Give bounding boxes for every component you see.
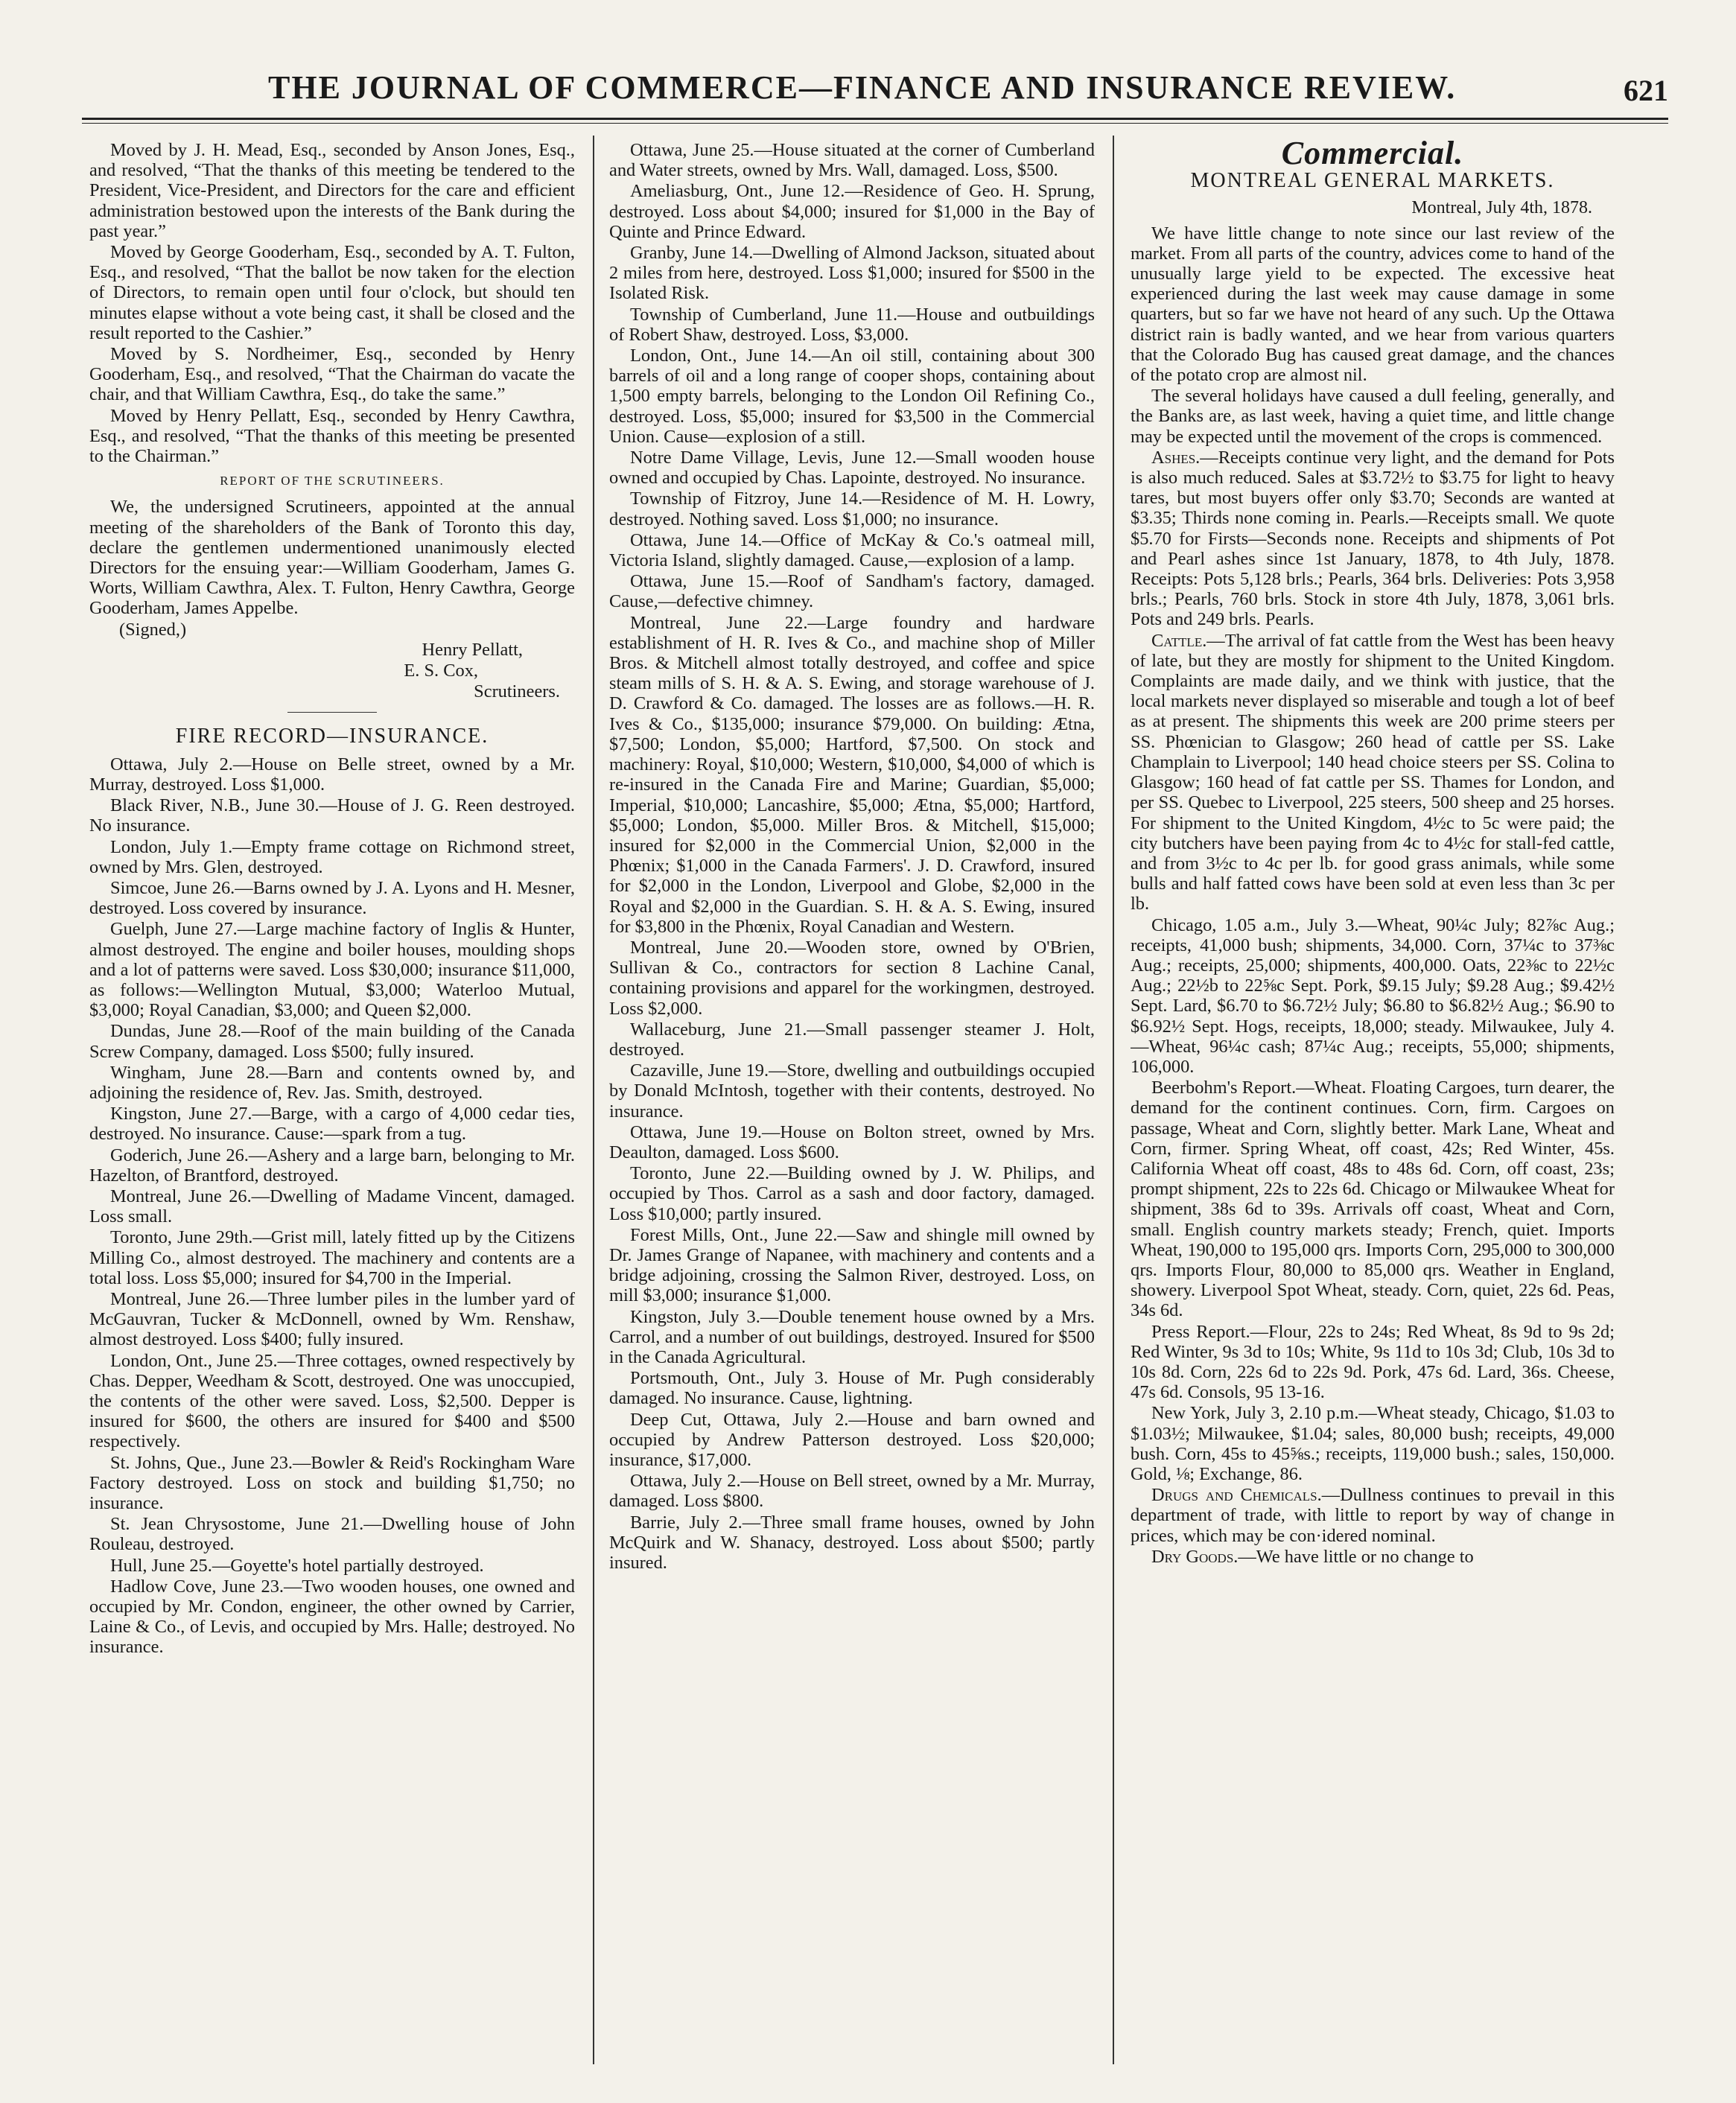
fire-item: London, July 1.—Empty frame cottage on Richmond street, owned by Mrs. Glen, destroyed.: [89, 836, 575, 877]
motion-paragraph: Moved by Henry Pellatt, Esq., seconded by Henry Cawthra, Esq., and resolved, “That the thanks of this meeting be presented to the Chairman.”: [89, 405, 575, 467]
fire-item: Guelph, June 27.—Large machine factory of Inglis & Hunter, almost destroyed. The engine and boiler houses, moulding shops and a lot of patterns were saved. Loss $30,000; insurance $11,000, as follows:—Wellington Mutual, $3,000; Waterloo Mutual, $3,000; Royal Canadian, $3,000; and Queen $2,000.: [89, 919, 575, 1021]
fire-item: Ottawa, June 19.—House on Bolton street, owned by Mrs. Deaulton, damaged. Loss $600.: [609, 1122, 1095, 1162]
fire-item: Black River, N.B., June 30.—House of J. G. Reen destroyed. No insurance.: [89, 795, 575, 836]
column-middle: [609, 140, 1095, 2076]
market-lead: Drugs and Chemicals.: [1151, 1485, 1322, 1506]
market-lead: Dry Goods.: [1151, 1546, 1239, 1567]
fire-item: St. Johns, Que., June 23.—Bowler & Reid's Rockingham Ware Factory destroyed. Loss on stock and building $1,750; no insurance.: [89, 1452, 575, 1513]
fire-item: London, Ont., June 25.—Three cottages, owned respectively by Chas. Depper, Weedham & Scott, destroyed. One was unoccupied, the contents of the other were saved. Loss, $2,500. Depper is insured for $600, the others are insured for $400 and $500 respectively.: [89, 1350, 575, 1452]
header-rule: [82, 118, 1668, 124]
section-rule: [287, 712, 377, 713]
fire-item: Dundas, June 28.—Roof of the main building of the Canada Screw Company, damaged. Loss $500; fully insured.: [89, 1021, 575, 1062]
market-lead: Ashes.: [1151, 447, 1201, 468]
commercial-section-title: Commercial.: [1281, 140, 1464, 171]
market-paragraph: [1131, 915, 1615, 1078]
market-paragraph: [1131, 1485, 1615, 1546]
fire-item: Montreal, June 22.—Large foundry and hardware establishment of H. R. Ives & Co., and machine shop of Miller Bros. & Mitchell almost totally destroyed, and coffee and spice steam mills of S. H. & A. S. Ewing, and storage warehouse of J. D. Crawford & Co. damaged. The losses are as follows.—H. R. Ives & Co., $135,000; insurance $79,000. On building: Ætna, $7,500; London, $5,000; Hartford, $7,500. On stock and machinery: Royal, $10,000; Western, $10,000, $4,000 of which is re-insured in the Canada Fire and Marine; Guardian, $5,000; Imperial, $10,000; Lancashire, $5,000; Ætna, $5,000; Hartford, $5,000; London, $5,000. Miller Bros. & Mitchell, $15,000; insured for $2,000 in the Commercial Union, $2,000 in the Phœnix; $1,000 in the Canada Farmers'. J. D. Crawford, insured for $2,000 in the London, Liverpool and Globe, $2,000 in the Royal and $2,000 in the Guardian. S. H. & A. S. Ewing, insured for $3,800 in the Phœnix, Royal Canadian and Western.: [609, 612, 1095, 937]
fire-item: Toronto, June 29th.—Grist mill, lately fitted up by the Citizens Milling Co., almost destroyed. The machinery and contents are a total loss. Loss $5,000; insured for $4,700 in the Imperial.: [89, 1227, 575, 1288]
motion-paragraph: Moved by J. H. Mead, Esq., seconded by Anson Jones, Esq., and resolved, “That the thanks of this meeting be tendered to the President, Vice-President, and Directors for the care and efficient administration bestowed upon the interests of the Bank during the past year.”: [89, 140, 575, 241]
report-heading: REPORT OF THE SCRUTINEERS.: [220, 474, 445, 489]
fire-item: Montreal, June 26.—Dwelling of Madame Vincent, damaged. Loss small.: [89, 1186, 575, 1227]
markets-dateline: Montreal, July 4th, 1878.: [1411, 198, 1592, 218]
market-lead: Cattle.: [1151, 630, 1207, 651]
fire-item: Wallaceburg, June 21.—Small passenger steamer J. Holt, destroyed.: [609, 1019, 1095, 1060]
fire-item: Ottawa, June 15.—Roof of Sandham's factory, damaged. Cause,—defective chimney.: [609, 571, 1095, 612]
signer-cox: E. S. Cox,: [404, 661, 478, 681]
market-paragraph: [1131, 223, 1615, 386]
market-text: —The arrival of fat cattle from the West has been heavy of late, but they are mostly for shipment to the United Kingdom. Complaints are made daily, and we think with justice, that the local markets never displayed so miserable and tough a lot of beef as at present. The shipments this week are 200 prime steers per SS. Phœnician to Glasgow; 260 head of cattle per SS. Lake Champlain to Liverpool; 140 head choice steers per SS. Colina to Glasgow; 160 head of fat cattle per SS. Thames for London, and per SS. Quebec to Liverpool, 225 steers, 500 sheep and 25 horses. For shipment to the United Kingdom, 4½c to 5c were paid; the city butchers have been paying from 4c to 4½c for stall-fed cattle, and from 3½c to 4c per lb. for good grass animals, while some bulls and half fatted cows have been sold at even less than 3c per lb.: [1131, 630, 1615, 914]
market-paragraph: [1131, 448, 1615, 630]
market-paragraph: [1131, 1322, 1615, 1403]
market-paragraph: [1131, 1078, 1615, 1320]
fire-item: Kingston, June 27.—Barge, with a cargo of 4,000 cedar ties, destroyed. No insurance. Cause:—spark from a tug.: [89, 1104, 575, 1145]
market-text: —Dullness continues to prevail in this department of trade, with little to report by way of change in prices, which may be con·idered nominal.: [1131, 1485, 1615, 1546]
fire-item: Township of Cumberland, June 11.—House and outbuildings of Robert Shaw, destroyed. Loss, $3,000.: [609, 304, 1095, 345]
motion-paragraph: Moved by George Gooderham, Esq., seconded by A. T. Fulton, Esq., and resolved, “That the ballot be now taken for the election of Directors, to remain open until four o'clock, but should ten minutes elapse without a vote being cast, it shall be closed and the result reported to the Cashier.”: [89, 242, 575, 343]
market-text: Press Report.—Flour, 22s to 24s; Red Wheat, 8s 9d to 9s 2d; Red Winter, 9s 3d to 10s; White, 9s 11d to 10s 3d; Club, 10s 3d to 10s 8d. Corn, 22s 6d to 22s 9d. Pork, 47s 6d. Lard, 36s. Cheese, 47s 6d. Consols, 95 13-16.: [1131, 1321, 1615, 1403]
market-paragraph: [1131, 1547, 1615, 1567]
column-right: [1131, 140, 1615, 2076]
signer-pellatt: Henry Pellatt,: [422, 639, 523, 660]
fire-item: Wingham, June 28.—Barn and contents owned by, and adjoining the residence of, Rev. Jas. Smith, destroyed.: [89, 1062, 575, 1103]
fire-item: Granby, June 14.—Dwelling of Almond Jackson, situated about 2 miles from here, destroyed. Loss $1,000; insured for $500 in the Isolated Risk.: [609, 243, 1095, 304]
market-paragraph: [1131, 631, 1615, 914]
fire-item: London, Ont., June 14.—An oil still, containing about 300 barrels of oil and a long range of cooper shops, containing about 1,500 empty barrels, belonging to the London Oil Refining Co., destroyed. Loss, $5,000; insured for $3,500 in the Commercial Union. Cause—explosion of a still.: [609, 346, 1095, 447]
fire-item: Goderich, June 26.—Ashery and a large barn, belonging to Mr. Hazelton, of Brantford, destroyed.: [89, 1145, 575, 1186]
fire-item: Ottawa, July 2.—House on Bell street, owned by a Mr. Murray, damaged. Loss $800.: [609, 1471, 1095, 1512]
fire-item: Toronto, June 22.—Building owned by J. W. Philips, and occupied by Thos. Carrol as a sash and door factory, damaged. Loss $10,000; partly insured.: [609, 1163, 1095, 1224]
fire-item: Township of Fitzroy, June 14.—Residence of M. H. Lowry, destroyed. Nothing saved. Loss $1,000; no insurance.: [609, 489, 1095, 529]
market-paragraph: [1131, 386, 1615, 447]
page-header: [82, 66, 1668, 110]
report-text: We, the undersigned Scrutineers, appointed at the annual meeting of the shareholders of the Bank of Toronto this day, declare the gentlemen undermentioned unanimously elected Directors for the ensuing year:—William Gooderham, James G. Worts, William Cawthra, Alex. T. Fulton, Henry Cawthra, George Gooderham, James Appelbe.: [89, 497, 575, 619]
market-text: We have little change to note since our last review of the market. From all parts of the country, advices come to hand of the unusually large yield to be expected. The excessive heat experienced during the last week may cause damage in some quarters, but so far we have not heard of any such. Up the Ottawa district rain is badly wanted, and we hear from various quarters that the Colorado Bug has caused great damage, and the chances of the potato crop are almost nil.: [1131, 223, 1615, 386]
market-text: —We have little or no change to: [1238, 1546, 1474, 1567]
fire-item: Notre Dame Village, Levis, June 12.—Small wooden house owned and occupied by Chas. Lapointe, destroyed. No insurance.: [609, 448, 1095, 489]
page-number: 621: [1624, 74, 1668, 107]
column-divider-1: [593, 136, 594, 2064]
market-text: New York, July 3, 2.10 p.m.—Wheat steady, Chicago, $1.03 to $1.03½; Milwaukee, $1.04; sales, 80,000 bush; receipts, 49,000 bush. Corn, 45s to 45⅝s.; receipts, 119,000 bush.; sales, 150,000. Gold, ⅛; Exchange, 86.: [1131, 1403, 1615, 1484]
column-divider-2: [1113, 136, 1114, 2064]
fire-item: Forest Mills, Ont., June 22.—Saw and shingle mill owned by Dr. James Grange of Napanee, with machinery and contents and a bridge adjoining, crossing the Salmon River, destroyed. Loss, on mill $3,000; insurance $1,000.: [609, 1224, 1095, 1306]
fire-item: Portsmouth, Ont., July 3. House of Mr. Pugh considerably damaged. No insurance. Cause, lightning.: [609, 1368, 1095, 1409]
column-left: [89, 140, 575, 2076]
fire-item: St. Jean Chrysostome, June 21.—Dwelling house of John Rouleau, destroyed.: [89, 1514, 575, 1555]
fire-item: Hadlow Cove, June 23.—Two wooden houses, one owned and occupied by Mr. Condon, engineer, the other owned by Carrier, Laine & Co., of Levis, and occupied by Mrs. Halle; destroyed. No insurance.: [89, 1576, 575, 1658]
fire-item: Ottawa, July 2.—House on Belle street, owned by a Mr. Murray, destroyed. Loss $1,000.: [89, 754, 575, 795]
fire-record-heading: FIRE RECORD—INSURANCE.: [175, 725, 489, 748]
fire-item: Montreal, June 26.—Three lumber piles in the lumber yard of McGauvran, Tucker & McDonnell, owned by Wm. Renshaw, almost destroyed. Loss $400; fully insured.: [89, 1288, 575, 1350]
market-text: Beerbohm's Report.—Wheat. Floating Cargoes, turn dearer, the demand for the continent continues. Corn, firm. Cargoes on passage, Wheat and Corn, slightly better. Mark Lane, Wheat and Corn, firmer. Spring Wheat, off coast, 42s; Red Winter, 45s. California Wheat off coast, 48s to 48s 6d. Corn, off coast, 23s; prompt shipment, 22s to 22s 6d. Chicago or Milwaukee Wheat for shipment, 38s 6d to 39s. Arrivals off coast, Wheat and Corn, small. English country markets steady; French, quiet. Imports Wheat, 190,000 to 195,000 qrs. Imports Corn, 295,000 to 300,000 qrs. Imports Flour, 80,000 to 85,000 qrs. Weather in England, showery. Liverpool Spot Wheat, steady. Corn, quiet, 22s 6d. Peas, 34s 6d.: [1131, 1078, 1615, 1321]
fire-item: Deep Cut, Ottawa, July 2.—House and barn owned and occupied by Andrew Patterson destroyed. Loss $20,000; insurance, $17,000.: [609, 1409, 1095, 1470]
fire-item: Simcoe, June 26.—Barns owned by J. A. Lyons and H. Mesner, destroyed. Loss covered by insurance.: [89, 877, 575, 919]
fire-item: Cazaville, June 19.—Store, dwelling and outbuildings occupied by Donald McIntosh, together with their contents, destroyed. No insurance.: [609, 1060, 1095, 1122]
fire-item: Ameliasburg, Ont., June 12.—Residence of Geo. H. Sprung, destroyed. Loss about $4,000; insured for $1,000 in the Bay of Quinte and Prince Edward.: [609, 181, 1095, 242]
signer-title: Scrutineers.: [474, 681, 560, 702]
fire-item: Barrie, July 2.—Three small frame houses, owned by John McQuirk and W. Shanacy, destroyed. Loss about $500; partly insured.: [609, 1512, 1095, 1574]
market-report: [1131, 223, 1615, 1567]
market-text: —Receipts continue very light, and the demand for Pots is also much reduced. Sales at $3.72½ to $3.75 for light to heavy tares, but most buyers offer only $3.70; Seconds are wanted at $3.35; Thirds none coming in. Pearls.—Receipts small. We quote $5.70 for Firsts—Seconds none. Receipts and shipments of Pot and Pearl ashes since 1st January, 1878, to 4th July, 1878. Receipts: Pots 5,128 brls.; Pearls, 364 brls. Deliveries: Pots 3,958 brls.; Pearls, 760 brls. Stock in store 4th July, 1878, 3,061 brls. Pots and 249 brls. Pearls.: [1131, 447, 1615, 630]
market-text: The several holidays have caused a dull feeling, generally, and the Banks are, as last week, having a quiet time, and little change may be expected until the movement of the crops is commenced.: [1131, 386, 1615, 447]
market-paragraph: [1131, 1403, 1615, 1484]
fire-item: Hull, June 25.—Goyette's hotel partially destroyed.: [110, 1555, 484, 1576]
fire-item: Kingston, July 3.—Double tenement house owned by a Mrs. Carrol, and a number of out buildings, destroyed. Insured for $500 in the Canada Agricultural.: [609, 1306, 1095, 1367]
journal-title: THE JOURNAL OF COMMERCE—FINANCE AND INSURANCE REVIEW.: [268, 69, 1457, 106]
markets-heading: MONTREAL GENERAL MARKETS.: [1190, 169, 1555, 193]
fire-item: Ottawa, June 14.—Office of McKay & Co.'s oatmeal mill, Victoria Island, slightly damaged. Cause,—explosion of a lamp.: [609, 529, 1095, 571]
signed-label: (Signed,): [119, 619, 187, 640]
fire-item: Montreal, June 20.—Wooden store, owned by O'Brien, Sullivan & Co., contractors for section 8 Lachine Canal, containing provisions and apparel for the workingmen, destroyed. Loss $2,000.: [609, 937, 1095, 1019]
market-text: Chicago, 1.05 a.m., July 3.—Wheat, 90¼c July; 82⅞c Aug.; receipts, 41,000 bush; shipments, 34,000. Corn, 37¼c to 37⅜c Aug.; receipts, 25,000; shipments, 400,000. Oats, 22⅜c to 22½c Aug.; 22½b to 22⅝c Sept. Pork, $9.15 July; $9.28 Aug.; $9.42½ Sept. Lard, $6.70 to $6.72½ July; $6.80 to $6.82½ Aug.; $6.90 to $6.92½ Sept. Hogs, receipts, 18,000; steady. Milwaukee, July 4.—Wheat, 96¼c cash; 87¼c Aug.; receipts, 55,000; shipments, 106,000.: [1131, 914, 1615, 1077]
fire-item: Ottawa, June 25.—House situated at the corner of Cumberland and Water streets, owned by Mrs. Wall, damaged. Loss, $500.: [609, 140, 1095, 181]
motion-paragraph: Moved by S. Nordheimer, Esq., seconded by Henry Gooderham, Esq., and resolved, “That the Chairman do vacate the chair, and that William Cawthra, Esq., do take the same.”: [89, 344, 575, 405]
